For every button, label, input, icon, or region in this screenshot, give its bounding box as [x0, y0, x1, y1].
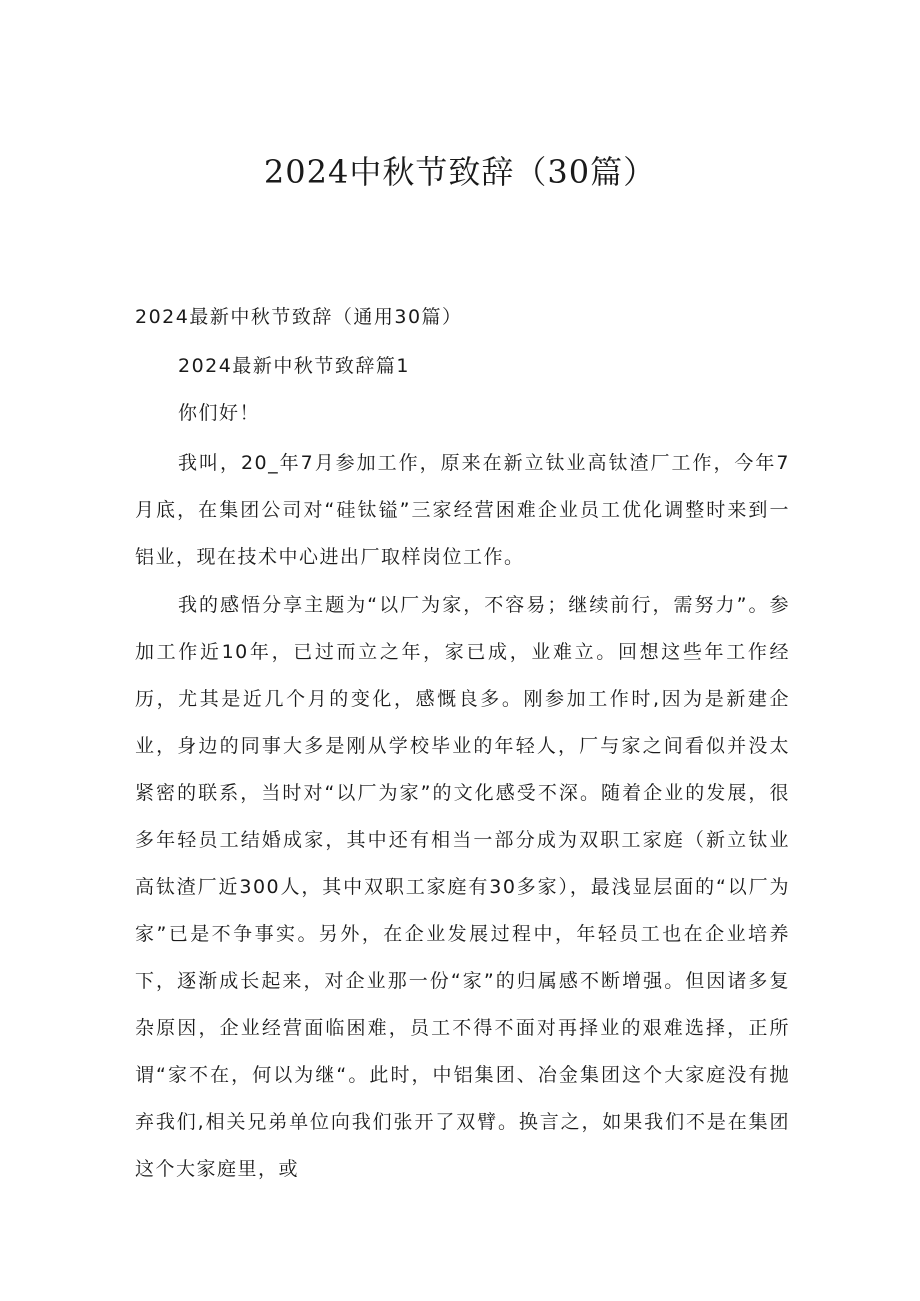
body-paragraph: 我的感悟分享主题为“以厂为家，不容易；继续前行，需努力”。参加工作近10年，已过而立之年，家已成，业难立。回想这些年工作经历，尤其是近几个月的变化，感慨良多。刚参加工作时,因为是新建企业，身边的同事大多是刚从学校毕业的年轻人，厂与家之间看似并没太紧密的联系，当时对“以厂为家”的文化感受不深。随着企业的发展，很多年轻员工结婚成家，其中还有相当一部分成为双职工家庭（新立钛业高钛渣厂近300人，其中双职工家庭有30多家），最浅显层面的“以厂为家”已是不争事实。另外，在企业发展过程中，年轻员工也在企业培养下，逐渐成长起来，对企业那一份“家”的归属感不断增强。但因诸多复杂原因，企业经营面临困难，员工不得不面对再择业的艰难选择，正所谓“家不在，何以为继“。此时，中铝集团、冶金集团这个大家庭没有抛弃我们,相关兄弟单位向我们张开了双臂。换言之，如果我们不是在集团这个大家庭里，或 — [135, 594, 790, 1180]
section-heading: 2024最新中秋节致辞篇1 — [178, 355, 410, 377]
document-subtitle: 2024最新中秋节致辞（通用30篇） — [135, 306, 463, 328]
body-paragraph: 我叫，20_年7月参加工作，原来在新立钛业高钛渣厂工作，今年7月底，在集团公司对“硅钛镒”三家经营困难企业员工优化调整时来到一铝业，现在技术中心进出厂取样岗位工作。 — [135, 452, 790, 568]
greeting-line: 你们好！ — [178, 402, 261, 424]
document-title: 2024中秋节致辞（30篇） — [263, 153, 657, 191]
